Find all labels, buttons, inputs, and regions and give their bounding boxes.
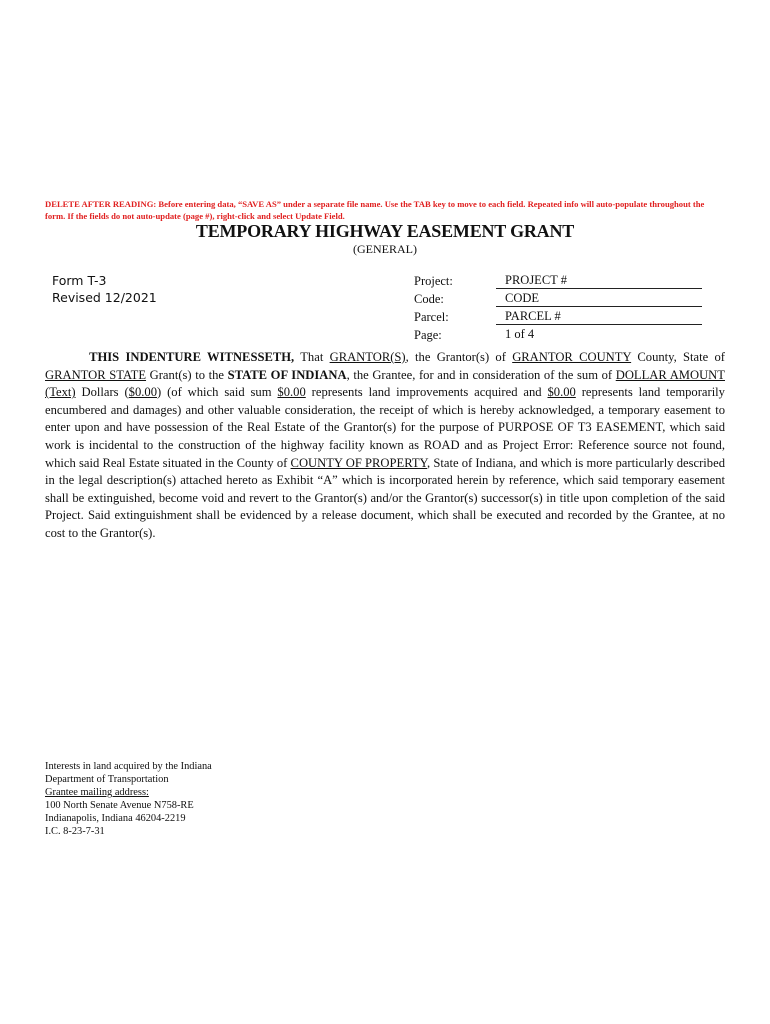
indenture-intro: THIS INDENTURE WITNESSETH, [89, 350, 295, 364]
document-title: TEMPORARY HIGHWAY EASEMENT GRANT [195, 221, 575, 241]
body-text-segment: , the Grantor(s) of [405, 350, 513, 364]
parcel-label: Parcel: [414, 310, 449, 324]
body-text-segment: , State of Indiana, and which is more particularly described in the legal description(s) attached hereto as Exhibit “A” which is incorporated herein by reference, which said temporary easement shall be extinguished, become void and revert to the Grantor(s) and/or the Grantor(s) successor(s) in title upon completion of the said Project. Said extinguishment shall be evidenced by a release document, which shall be executed and recorded by the Grantee, at no cost to the Grantor(s). [45, 455, 725, 540]
grantor-field[interactable]: GRANTOR(S) [329, 350, 406, 364]
body-text-segment: Grant(s) to the [146, 367, 228, 382]
document-subtitle: (GENERAL) [353, 242, 417, 256]
page-label: Page: [414, 328, 442, 342]
body-text-segment: represents land improvements acquired and [305, 385, 548, 400]
footer-line: Interests in land acquired by the Indiana [45, 761, 212, 772]
project-label: Project: [414, 274, 453, 288]
footer-line: 100 North Senate Avenue N758-RE [45, 800, 194, 811]
grantor-state-field[interactable]: GRANTOR STATE [45, 367, 147, 382]
dollar-amount-text-field[interactable]: DOLLAR AMOUNT (Text) [45, 367, 725, 400]
page-number-field: 1 of 4 [505, 327, 535, 341]
damages-amount-field[interactable]: $0.00 [547, 385, 576, 400]
parcel-field[interactable]: PARCEL # [496, 309, 702, 325]
grantee-address-block [45, 760, 212, 838]
project-field[interactable]: PROJECT # [496, 273, 702, 289]
form-revision: Revised 12/2021 [52, 290, 157, 305]
grantor-county-field[interactable]: GRANTOR COUNTY [512, 350, 632, 364]
code-field[interactable]: CODE [496, 291, 702, 307]
indenture-paragraph [45, 349, 725, 543]
body-text-segment: That [294, 350, 330, 364]
delete-after-reading-notice: DELETE AFTER READING: Before entering data, “SAVE AS” under a separate file name. Use the TAB key to move to each field. Repeated info will auto-populate throughout the form. If the fields do not auto-update (page #), right-click and select Update Field. [45, 199, 705, 221]
footer-line: Department of Transportation [45, 774, 169, 785]
form-number: Form T-3 [52, 273, 107, 288]
total-amount-field[interactable]: $0.00 [128, 385, 157, 400]
form-identifier [52, 272, 157, 306]
body-text-segment: County, State of [631, 350, 725, 364]
footer-line: Indianapolis, Indiana 46204-2219 [45, 813, 186, 824]
body-text-segment: , the Grantee, for and in consideration of the sum of [346, 367, 616, 382]
property-county-field[interactable]: COUNTY OF PROPERTY [290, 455, 428, 470]
state-of-indiana: STATE OF INDIANA [227, 367, 347, 382]
body-text-segment: represents land temporarily encumbered and damages) and other valuable consideration, the receipt of which is hereby acknowledged, a temporary easement to enter upon and have possession of the Real Estate of the Grantor(s) for the purpose of PURPOSE OF T3 EASEMENT, which said work is incidental to the construction of the highway facility known as ROAD and as Project Error: Reference source not found, which said Real Estate situated in the County of [45, 385, 725, 470]
body-text-segment: Dollars ( [75, 385, 129, 400]
improvements-amount-field[interactable]: $0.00 [277, 385, 306, 400]
grantee-mailing-heading: Grantee mailing address: [45, 787, 149, 798]
body-text-segment: ) (of which said sum [157, 385, 278, 400]
code-label: Code: [414, 292, 444, 306]
statute-reference: I.C. 8-23-7-31 [45, 826, 105, 837]
